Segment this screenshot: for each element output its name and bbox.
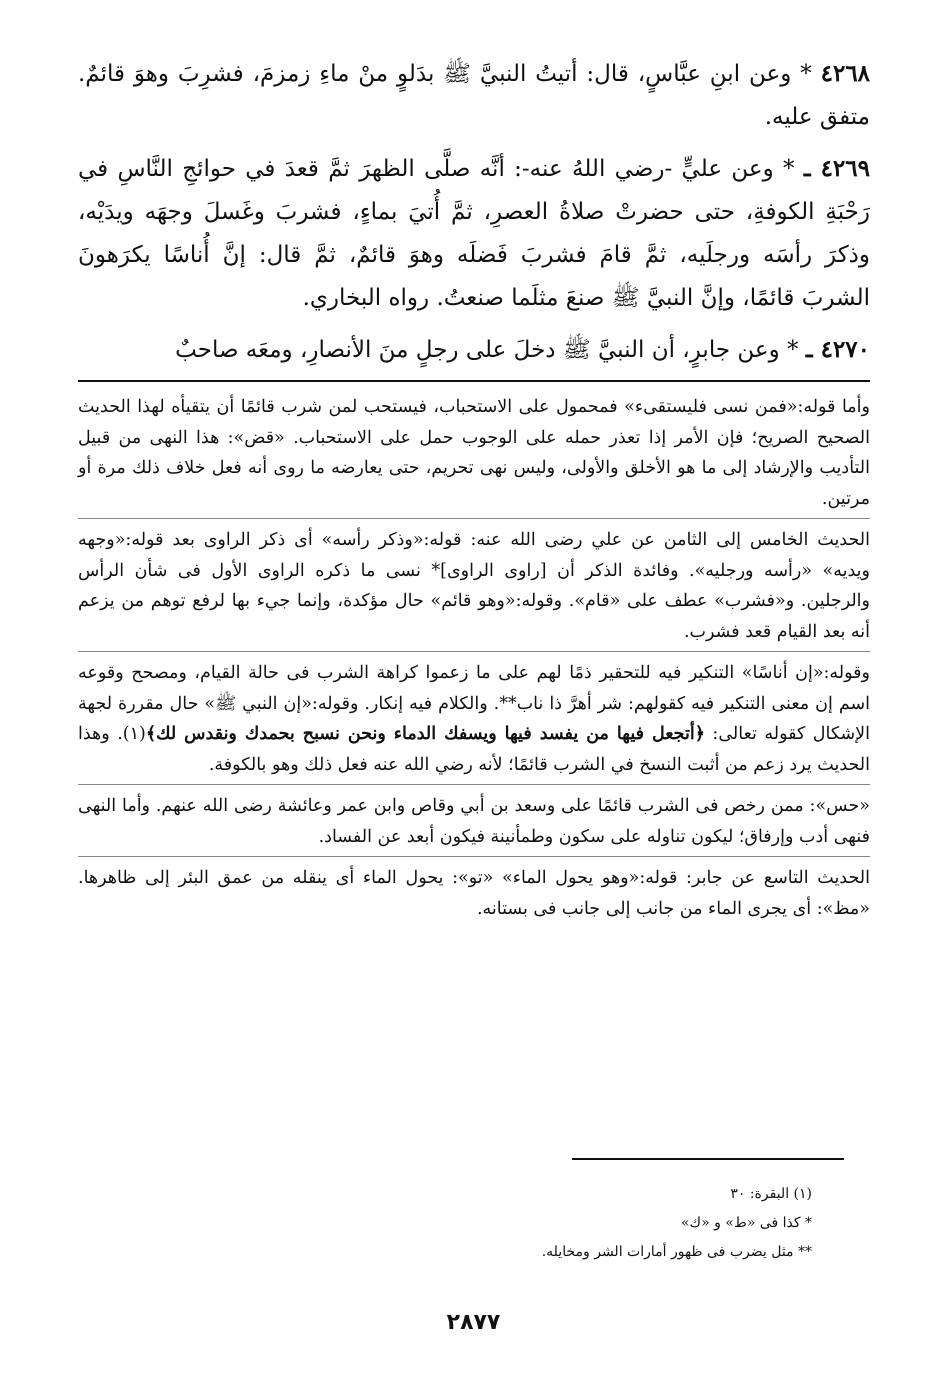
commentary-text: وقوله:«إن أناسًا» التنكير فيه للتحقير ذمًا لهم على ما زعموا كراهة الشرب فى حالة القيام، ومصحح وقوعه اسم إن معنى التنكير فيه كقولهم: شر أهرَّ ذا ناب**. والكلام فيه إنكار. وقوله:«إن النبي ﷺ» حال مقررة لجهة الإشكال كقوله تعالى: — [78, 663, 870, 744]
page-body — [78, 52, 870, 924]
quran-verse: ﴿أتجعل فيها من يفسد فيها ويسفك الدماء ونحن نسبح بحمدك ونقدس لك﴾ — [145, 724, 705, 744]
paragraph-divider — [78, 518, 870, 519]
hadith-4270 — [78, 328, 870, 372]
paragraph-divider — [78, 784, 870, 785]
commentary-section — [78, 392, 870, 924]
commentary-paragraph-5 — [78, 863, 870, 924]
commentary-paragraph-4 — [78, 791, 870, 852]
commentary-paragraph-3 — [78, 658, 870, 780]
hadith-4268 — [78, 52, 870, 139]
commentary-text: الحديث الخامس إلى الثامن عن علي رضى الله عنه: قوله:«وذكر رأسه» أى ذكر الراوى بعد قوله:«وجهه ويديه» «رأسه ورجليه». وفائدة الذكر أن [راوى الراوى]* نسى ما ذكره الراوى الأول فى شأن الرأس والرجلين. و«فشرب» عطف على «قام». وقوله:«وهو قائم» حال مؤكدة، وإنما جيء بها لرفع توهم من يزعم أنه بعد القيام قعد فشرب. — [78, 530, 870, 642]
footnote-divider — [572, 1158, 844, 1160]
footnote-3: ** مثل يضرب فى ظهور أمارات الشر ومخايله. — [541, 1244, 812, 1260]
paragraph-divider — [78, 856, 870, 857]
hadith-number: ٤٢٦٩ ـ — [803, 155, 870, 182]
commentary-text: (١). وهذا الحديث يرد زعم من أثبت النسخ في الشرب قائمًا؛ لأنه رضي الله عنه فعل ذلك وهو بالكوفة. — [78, 724, 870, 775]
commentary-text: الحديث التاسع عن جابر: قوله:«وهو يحول الماء» «تو»: يحول الماء أى ينقله من عمق البئر إلى ظاهرها. «مظ»: أى يجرى الماء من جانب إلى جانب فى بستانه. — [78, 868, 870, 919]
hadith-number: ٤٢٧٠ ـ — [805, 336, 870, 363]
hadith-text: وعن جابرٍ، أن النبيَّ ﷺ دخلَ على رجلٍ منَ الأنصارِ، ومعَه صاحبٌ — [175, 337, 780, 363]
hadith-section — [78, 52, 870, 372]
text-commentary-divider — [78, 380, 870, 382]
hadith-marker: * — [800, 61, 812, 87]
commentary-text: وأما قوله:«فمن نسى فليستقىء» فمحمول على الاستحباب، فيستحب لمن شرب قائمًا أن يتقيأه لهذا الحديث الصحيح الصريح؛ فإن الأمر إذا تعذر حمله على الوجوب حمل على الاستحباب. «قض»: هذا النهى من قبيل التأديب والإرشاد إلى ما هو الأخلق والأولى، وليس نهى تحريم، حتى يعارضه ما روى أنه فعل خلاف ذلك مرة أو مرتين. — [78, 397, 870, 509]
commentary-paragraph-2 — [78, 525, 870, 647]
hadith-text: وعن عليٍّ -رضي اللهُ عنه-: أنَّه صلَّى الظهرَ ثمَّ قعدَ في حوائجِ النَّاسِ في رَحْبَةِ الكوفةِ، حتى حضرتْ صلاةُ العصرِ، ثمَّ أُتيَ بماءٍ، فشربَ وغَسلَ وجهَه ويدَيْه، وذكرَ رأسَه ورجلَيه، ثمَّ قامَ فشربَ فَضلَه وهوَ قائمٌ، ثمَّ قال: إنَّ أُناسًا يكرَهونَ الشربَ قائمًا، وإنَّ النبيَّ ﷺ صنعَ مثلَما صنعتُ. رواه البخاري. — [78, 156, 870, 311]
commentary-text: «حس»: ممن رخص فى الشرب قائمًا على وسعد بن أبي وقاص وابن عمر وعائشة رضى الله عنهم. وأما النهى فنهى أدب وإرفاق؛ ليكون تناوله على سكون وطمأنينة فيكون أبعد عن الفساد. — [78, 796, 870, 847]
hadith-marker: * — [787, 337, 799, 363]
footnote-2: * كذا فى «ط» و «ك» — [680, 1215, 812, 1231]
footnote-1: (١) البقرة: ٣٠ — [730, 1186, 812, 1202]
hadith-4269 — [78, 147, 870, 320]
page-number: ٢٨٧٧ — [446, 1310, 501, 1335]
paragraph-divider — [78, 651, 870, 652]
hadith-marker: * — [783, 156, 795, 182]
hadith-number: ٤٢٦٨ — [820, 60, 871, 87]
hadith-text: وعن ابنِ عبَّاسٍ، قال: أتيتُ النبيَّ ﷺ بدَلوٍ منْ ماءِ زمزمَ، فشرِبَ وهوَ قائمٌ. متفق عليه. — [78, 61, 870, 130]
commentary-paragraph-1 — [78, 392, 870, 514]
footnotes — [480, 1180, 812, 1267]
